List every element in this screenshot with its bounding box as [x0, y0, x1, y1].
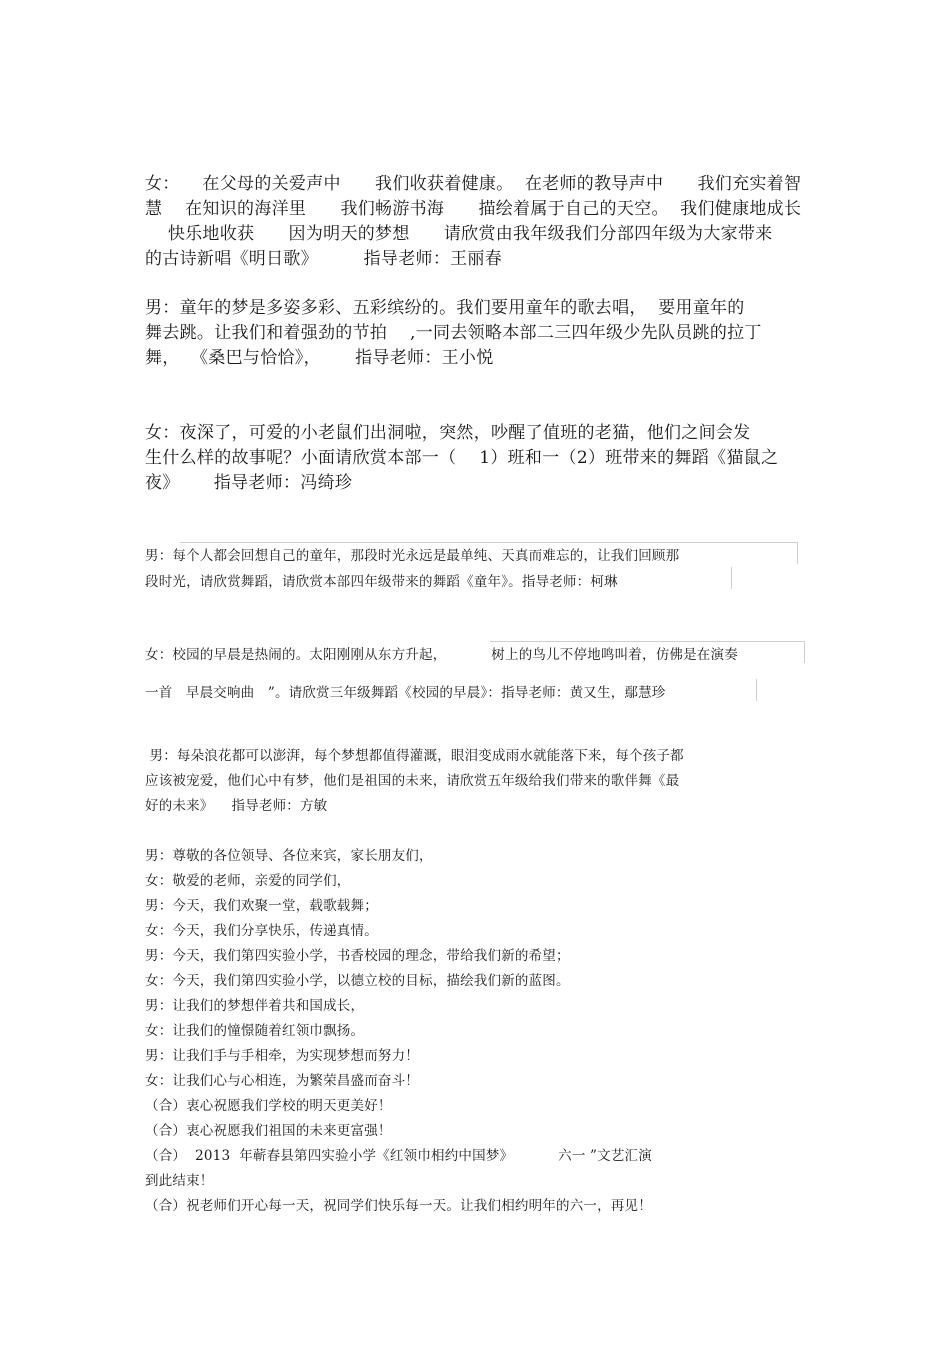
text-line: 慧 在知识的海洋里 我们畅游书海 描绘着属于自己的天空。 我们健康地成长 — [145, 199, 802, 219]
text-line: 段时光，请欣赏舞蹈，请欣赏本部四年级带来的舞蹈《童年》。指导老师：柯琳 — [145, 574, 618, 590]
divider — [180, 542, 798, 543]
text-line: 女：敬爱的老师，亲爱的同学们， — [145, 873, 351, 889]
text-line: 男：每个人都会回想自己的童年，那段时光永远是最单纯、天真而难忘的，让我们回顾那 — [145, 548, 680, 564]
text-line: 夜》 指导老师：冯绮珍 — [145, 473, 353, 493]
text-line: 到此结束！ — [145, 1173, 214, 1189]
text-line: 男：尊敬的各位领导、各位来宾，家长朋友们， — [145, 848, 433, 864]
text-line: 男：每朵浪花都可以澎湃，每个梦想都值得灌溉，眼泪变成雨水就能落下来，每个孩子都 — [145, 748, 684, 764]
text-line: 女：今天，我们第四实验小学，以德立校的目标，描绘我们新的蓝图。 — [145, 973, 570, 989]
text-line: （合）祝老师们开心每一天，祝同学们快乐每一天。让我们相约明年的六一，再见！ — [145, 1198, 652, 1214]
text-line: （合） 2013 年蕲春县第四实验小学《红领巾相约中国梦》 六一 ”文艺汇演 — [145, 1148, 652, 1164]
text-line: 女：校园的早晨是热闹的。太阳刚刚从东方升起， 树上的鸟儿不停地鸣叫着，仿佛是在演奏 — [145, 647, 738, 663]
text-line: 男：让我们手与手相牵，为实现梦想而努力！ — [145, 1048, 419, 1064]
text-line: 女：今天，我们分享快乐，传递真情。 — [145, 923, 378, 939]
text-line: 女： 在父母的关爱声中 我们收获着健康。 在老师的教导声中 我们充实着智 — [145, 174, 802, 194]
text-line: 快乐地收获 因为明天的梦想 请欣赏由我年级我们分部四年级为大家带来 — [145, 224, 773, 244]
text-line: 男：今天，我们欢聚一堂，载歌载舞； — [145, 898, 378, 914]
text-line: 一首 早晨交响曲 ”。请欣赏三年级舞蹈《校园的早晨》：指导老师：黄又生，鄢慧珍 — [145, 685, 666, 701]
text-line: （合）衷心祝愿我们祖国的未来更富强！ — [145, 1123, 392, 1139]
text-line: 舞， 《桑巴与恰恰》， 指导老师：王小悦 — [145, 348, 494, 368]
text-line: 男：今天，我们第四实验小学，书香校园的理念，带给我们新的希望； — [145, 948, 570, 964]
text-line: 女：让我们心与心相连，为繁荣昌盛而奋斗！ — [145, 1073, 419, 1089]
text-line: 女：夜深了，可爱的小老鼠们出洞啦，突然，吵醒了值班的老猫，他们之间会发 — [145, 423, 751, 443]
text-line: 的古诗新唱《明日歌》 指导老师：王丽春 — [145, 249, 503, 269]
text-line: 舞去跳。让我们和着强劲的节拍 ,一同去领略本部二三四年级少先队员跳的拉丁 — [145, 323, 762, 343]
divider — [756, 679, 757, 701]
text-line: 生什么样的故事呢？小面请欣赏本部一（ 1）班和一（2）班带来的舞蹈《猫鼠之 — [145, 448, 779, 468]
text-line: 女：让我们的憧憬随着红领巾飘扬。 — [145, 1023, 365, 1039]
text-line: 男：童年的梦是多姿多彩、五彩缤纷的。我们要用童年的歌去唱， 要用童年的 — [145, 298, 745, 318]
text-line: 男：让我们的梦想伴着共和国成长， — [145, 998, 365, 1014]
divider — [804, 641, 805, 663]
divider — [731, 567, 732, 589]
divider — [797, 542, 798, 564]
divider — [490, 641, 804, 642]
text-line: （合）衷心祝愿我们学校的明天更美好！ — [145, 1098, 392, 1114]
text-line: 应该被宠爱，他们心中有梦，他们是祖国的未来，请欣赏五年级给我们带来的歌伴舞《最 — [145, 773, 680, 789]
text-line: 好的未来》 指导老师：方敏 — [145, 798, 328, 814]
